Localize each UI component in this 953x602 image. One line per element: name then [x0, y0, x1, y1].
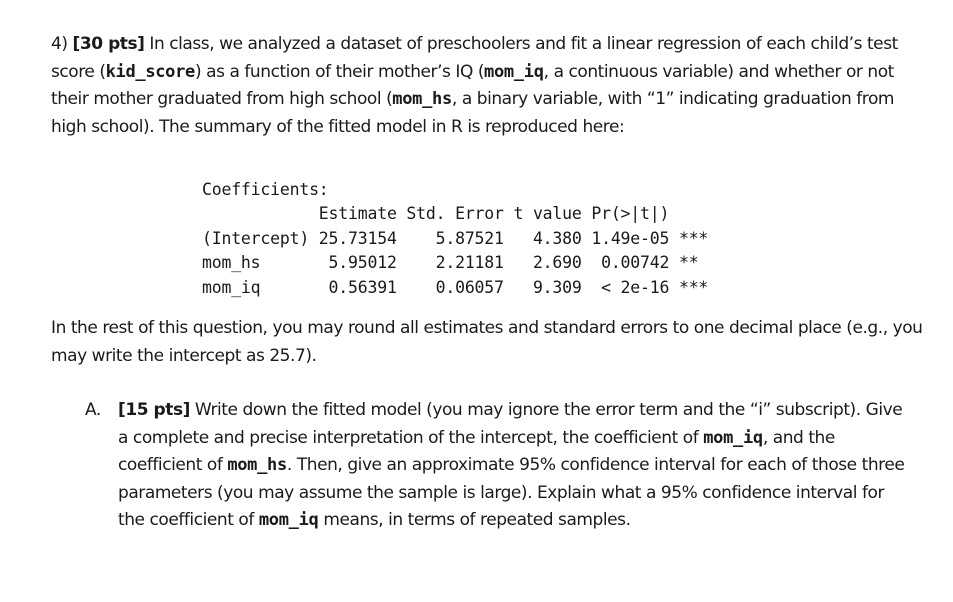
- code-mom-hs: mom_hs: [227, 455, 287, 475]
- part-a: [85, 397, 905, 535]
- intro-text-1: In class, we analyzed a dataset of preschoolers and fit a linear regression of each child’s test score (: [51, 34, 898, 82]
- question-intro: [51, 31, 931, 141]
- code-kid-score: kid_score: [105, 61, 195, 82]
- r-coefficients-output: [202, 178, 708, 300]
- part-a-text: [118, 397, 905, 535]
- output-line: mom_hs 5.95012 2.21181 2.690 0.00742 **: [202, 253, 699, 273]
- output-line: mom_iq 0.56391 0.06057 9.309 < 2e-16 ***: [202, 277, 709, 297]
- output-line: Coefficients:: [202, 180, 329, 199]
- code-mom-iq: mom_iq: [484, 61, 544, 82]
- part-a-text-3: . Then, give an approximate 95% confidence interval for each of those three parameters (you may assume the sample is large). Explain what a 95% confidence interval for the coefficient of: [118, 455, 905, 530]
- output-line: (Intercept) 25.73154 5.87521 4.380 1.49e-05 ***: [202, 228, 709, 248]
- question-number: 4): [51, 34, 68, 54]
- intro-text-4: , a binary variable, with “1” indicating graduation from high school). The summary of the fitted model in R is reproduced here:: [51, 89, 895, 137]
- intro-text-2: ) as a function of their mother’s IQ (: [195, 61, 485, 82]
- points-label: [30 pts]: [72, 34, 145, 54]
- output-line: Estimate Std. Error t value Pr(>|t|): [202, 204, 670, 224]
- part-a-marker: A.: [85, 400, 101, 420]
- code-mom-iq: mom_iq: [258, 510, 319, 530]
- code-mom-iq: mom_iq: [703, 427, 763, 448]
- part-a-points: [15 pts]: [118, 400, 190, 420]
- rounding-note: In the rest of this question, you may round all estimates and standard errors to one decimal place (e.g., you may write the intercept as 25.7).: [51, 318, 923, 366]
- part-a-text-1: Write down the fitted model (you may ignore the error term and the “i” subscript). Give a complete and precise interpretation of the intercept, the coefficient of: [118, 400, 903, 448]
- code-mom-hs: mom_hs: [392, 89, 452, 109]
- part-a-text-2: , and the coefficient of: [118, 427, 835, 475]
- intro-text-3: , a continuous variable) and whether or not their mother graduated from high school (: [51, 61, 894, 109]
- part-a-text-4: means, in terms of repeated samples.: [318, 510, 631, 530]
